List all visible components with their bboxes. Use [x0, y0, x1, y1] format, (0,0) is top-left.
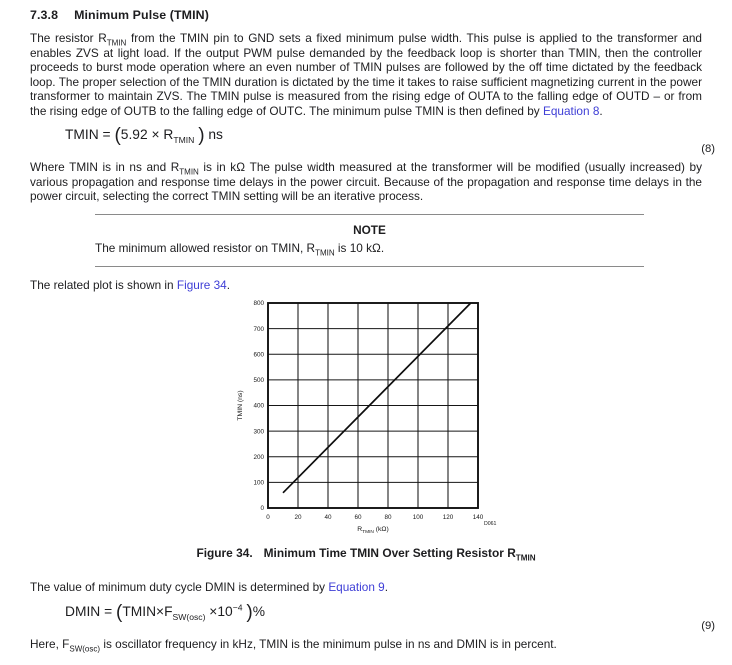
- equation-8: [65, 125, 715, 156]
- svg-text:800: 800: [253, 300, 264, 308]
- svg-text:500: 500: [253, 377, 264, 385]
- svg-text:80: 80: [384, 514, 392, 522]
- y-axis-label: TMIN (ns): [237, 390, 244, 422]
- equation-8-link[interactable]: Equation 8: [542, 103, 600, 118]
- svg-text:40: 40: [324, 514, 332, 522]
- paragraph-intro: The resistor $R_{TMIN}$ from the TMIN pin to GND sets a fixed minimum pulse width. This pulse is applied to the transformer and enables ZVS at light load. If the output PWM pulse demanded by the feedback loop is shorter than TMIN, then the controller proceeds to burst mode operation where an even number of TMIN pulses are followed by the off time dictated by the feedback loop. The proper selection of the TMIN duration is dictated by the time it takes to raise sufficient magnetizing current in the power transformer to maintain ZVS. The TMIN pulse is measured from the rising edge of OUTA to the falling edge of OUTD – or from the rising edge of OUTB to the falling edge of OUTC. The minimum pulse TMIN is then defined by Equation 8.: [30, 31, 702, 118]
- y-axis-ticks: [253, 301, 264, 513]
- figure-34-link[interactable]: Figure 34: [176, 277, 227, 292]
- figure-caption-title: Minimum Time TMIN Over Setting Resistor $R_{TMIN}$: [263, 546, 536, 563]
- paragraph-related-plot: The related plot is shown in Figure 34.: [30, 277, 231, 292]
- note-body: The minimum allowed resistor on TMIN, $R_{TMIN}$ is 10 kΩ.: [95, 240, 385, 258]
- svg-text:300: 300: [253, 428, 264, 436]
- equation-9-number: (9): [701, 620, 715, 633]
- tmin-plot: [232, 298, 508, 538]
- data-line: [283, 304, 471, 494]
- figure-caption-label: Figure 34.: [196, 546, 253, 561]
- paragraph-where: Where TMIN is in ns and $R_{TMIN}$ is in kΩ The pulse width measured at the transformer will be modified (usually increased) by various propagation and response time delays in the power circuit. Because of the propagation and response time delays in the power circuit, selecting the correct TMIN setting will be an iterative process.: [30, 160, 703, 204]
- figure-caption: [30, 546, 702, 563]
- plot-code: D061: [484, 521, 497, 528]
- note-title: NOTE: [353, 222, 386, 237]
- svg-text:200: 200: [253, 454, 264, 462]
- svg-text:100: 100: [253, 480, 264, 488]
- svg-text:120: 120: [442, 514, 454, 522]
- paragraph-here: Here, $F_{SW(osc)}$ is oscillator frequency in kHz, TMIN is the minimum pulse in ns and DMIN is in percent.: [30, 637, 557, 654]
- equation-9: [65, 602, 715, 633]
- note-block: [95, 214, 644, 267]
- equation-8-formula: TMIN = ($5.92 \times R_{TMIN}$ ) ns: [65, 125, 223, 147]
- equation-8-number: (8): [701, 143, 715, 156]
- svg-text:60: 60: [354, 514, 362, 522]
- svg-text:0: 0: [260, 505, 264, 513]
- svg-text:20: 20: [294, 514, 302, 522]
- equation-9-formula: DMIN = ($TMIN\times F_{SW(osc)} \times 10^{-4}$ )%: [65, 602, 265, 624]
- paragraph-dmin: The value of minimum duty cycle DMIN is determined by Equation 9.: [30, 580, 389, 595]
- section-title: Minimum Pulse (TMIN): [74, 8, 209, 22]
- svg-text:140: 140: [472, 514, 484, 522]
- x-axis-ticks: [266, 514, 484, 521]
- equation-9-link[interactable]: Equation 9: [328, 580, 385, 595]
- svg-text:100: 100: [412, 514, 424, 522]
- section-number: 7.3.8: [30, 8, 59, 22]
- svg-text:0: 0: [266, 514, 270, 522]
- svg-text:400: 400: [253, 403, 264, 411]
- figure-34-chart: [232, 298, 702, 538]
- section-heading: [30, 8, 702, 22]
- svg-text:700: 700: [253, 326, 264, 334]
- svg-text:600: 600: [253, 351, 264, 359]
- x-axis-label: $R_{TMIN}$ (kΩ): [357, 526, 389, 536]
